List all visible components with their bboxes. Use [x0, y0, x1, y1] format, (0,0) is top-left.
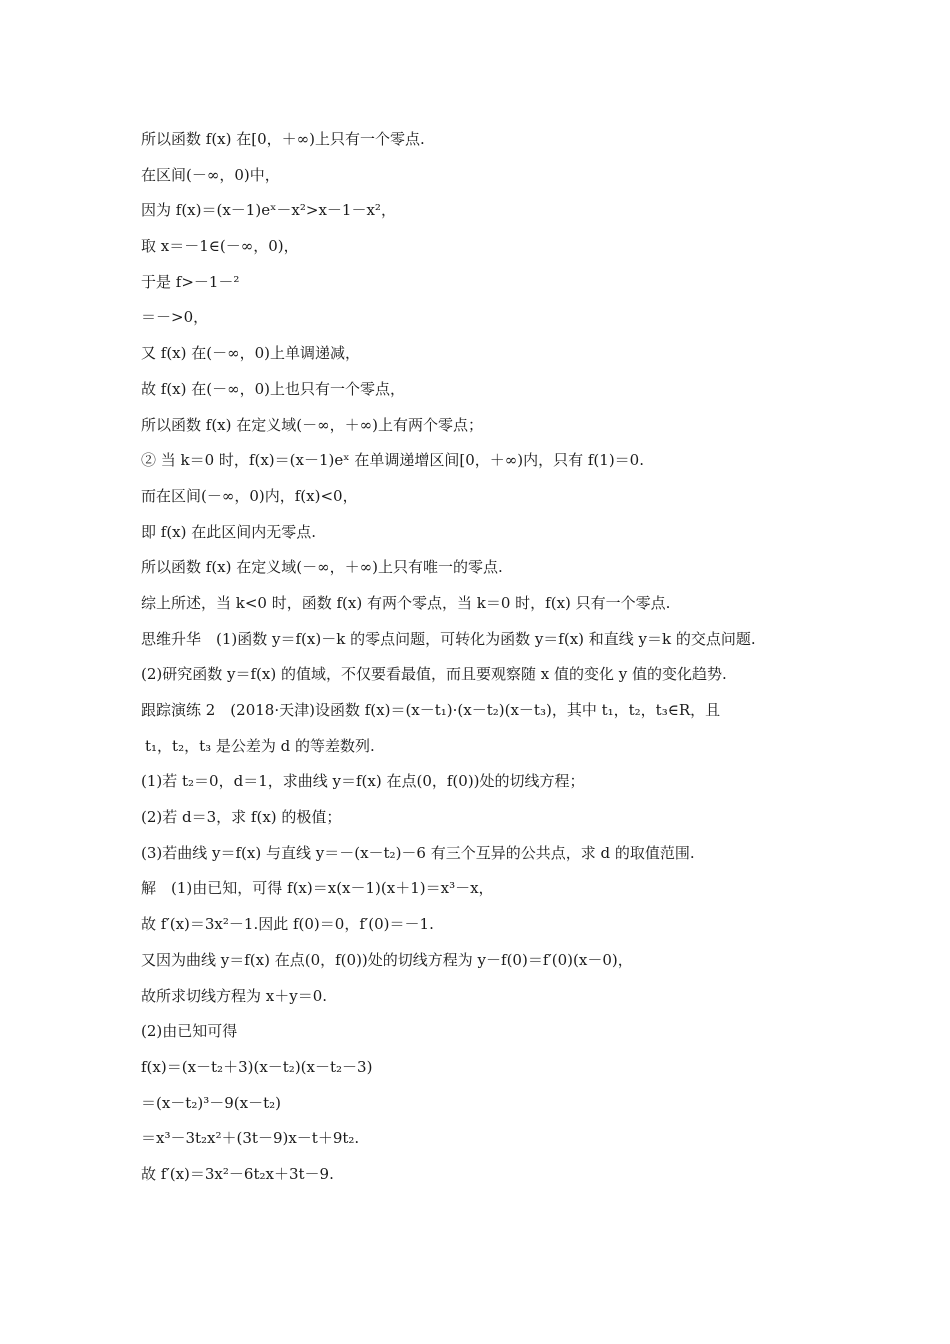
text-line: 于是 f>－1－²	[141, 272, 240, 291]
summary-line: 思维升华 (1)函数 y＝f(x)－k 的零点问题，可转化为函数 y＝f(x) 和直线 y＝k 的交点问题.	[141, 629, 756, 648]
equation-line: ＝(x－t₂)³－9(x－t₂)	[141, 1093, 281, 1112]
summary-line: (2)研究函数 y＝f(x) 的值域，不仅要看最值，而且要观察随 x 值的变化 y 值的变化趋势.	[141, 665, 727, 684]
solution-line: 解 (1)由已知，可得 f(x)＝x(x－1)(x＋1)＝x³－x，	[141, 879, 494, 898]
question-line: (2)若 d＝3，求 f(x) 的极值；	[141, 808, 342, 827]
text-line: 故 f(x) 在(－∞，0)上也只有一个零点，	[141, 379, 405, 398]
exercise-title-line: 跟踪演练 2 (2018·天津)设函数 f(x)＝(x－t₁)·(x－t₂)(x－t₃)，其中 t₁，t₂，t₃∈R，且	[141, 701, 721, 719]
text-line: 综上所述，当 k<0 时，函数 f(x) 有两个零点，当 k＝0 时，f(x) 只有一个零点.	[141, 593, 671, 612]
text-line: ② 当 k＝0 时，f(x)＝(x－1)eˣ 在单调递增区间[0，＋∞)内，只有 f(1)＝0.	[141, 451, 644, 470]
text-line: 取 x＝－1∈(－∞，0)，	[141, 237, 299, 256]
solution-line: 故所求切线方程为 x＋y＝0.	[141, 986, 328, 1005]
text-line: 在区间(－∞，0)中，	[141, 165, 280, 184]
equation-line: 故 f′(x)＝3x²－6t₂x＋3t－9.	[141, 1164, 334, 1183]
text-line: 所以函数 f(x) 在[0，＋∞)上只有一个零点.	[141, 130, 425, 148]
equation-line: f(x)＝(x－t₂＋3)(x－t₂)(x－t₂－3)	[141, 1057, 373, 1076]
solution-line: (2)由已知可得	[141, 1022, 238, 1041]
text-line: 因为 f(x)＝(x－1)eˣ－x²>x－1－x²，	[141, 201, 396, 220]
solution-line: 又因为曲线 y＝f(x) 在点(0，f(0))处的切线方程为 y－f(0)＝f′(0)(x－0)，	[141, 950, 633, 969]
question-line: (1)若 t₂＝0，d＝1，求曲线 y＝f(x) 在点(0，f(0))处的切线方程；	[141, 772, 585, 791]
text-line: 所以函数 f(x) 在定义域(－∞，＋∞)上有两个零点；	[141, 415, 483, 434]
text-line: 即 f(x) 在此区间内无零点.	[141, 522, 317, 541]
text-line: 而在区间(－∞，0)内，f(x)<0，	[141, 486, 358, 505]
equation-line: ＝x³－3t₂x²＋(3t－9)x－t＋9t₂.	[141, 1129, 360, 1148]
text-line: 又 f(x) 在(－∞，0)上单调递减，	[141, 344, 360, 363]
document-body	[141, 122, 861, 1193]
question-line: (3)若曲线 y＝f(x) 与直线 y＝－(x－t₂)－6 有三个互异的公共点，求 d 的取值范围.	[141, 843, 695, 862]
text-line: ＝－>0，	[141, 308, 209, 327]
exercise-continuation-line: t₁，t₂，t₃ 是公差为 d 的等差数列.	[145, 736, 375, 755]
solution-line: 故 f′(x)＝3x²－1.因此 f(0)＝0，f′(0)＝－1.	[141, 915, 434, 934]
text-line: 所以函数 f(x) 在定义域(－∞，＋∞)上只有唯一的零点.	[141, 558, 503, 577]
